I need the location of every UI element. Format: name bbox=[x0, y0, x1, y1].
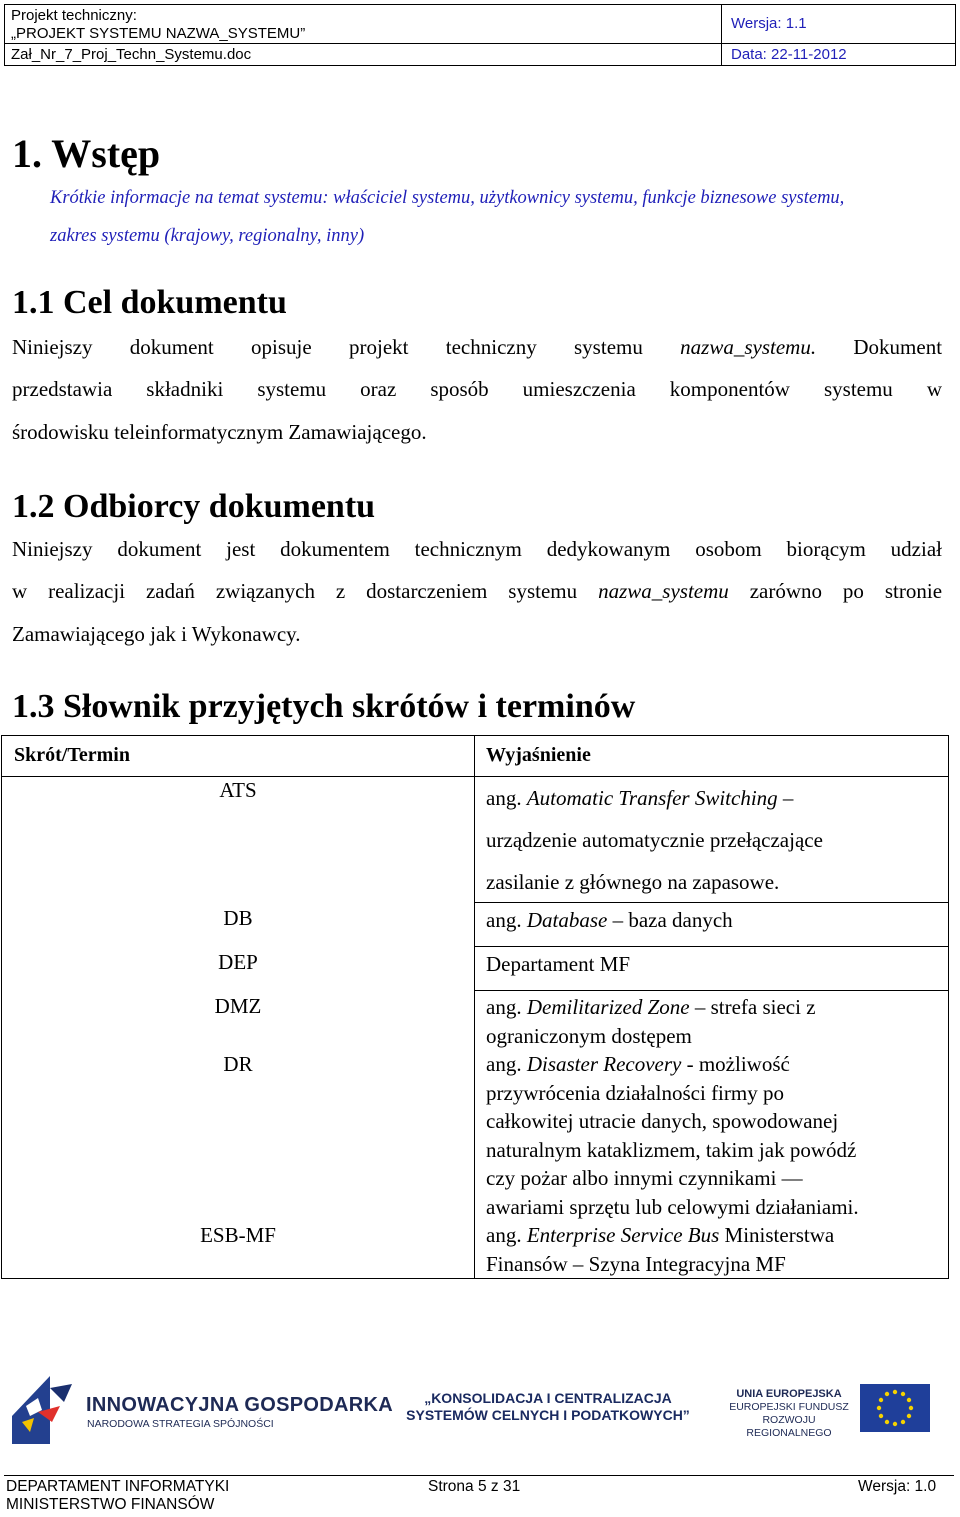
section-1-2-line-2 bbox=[12, 579, 942, 604]
section-1-hint-line-1: Krótkie informacje na temat systemu: właściciel systemu, użytkownicy systemu, funkcje biznesowe systemu, bbox=[50, 188, 845, 208]
term-dmz: DMZ bbox=[214, 994, 262, 1018]
col-header-term: Skrót/Termin bbox=[14, 744, 130, 766]
definition-dep: Departament MF bbox=[486, 952, 631, 976]
english-term: Enterprise Service Bus bbox=[526, 1223, 720, 1247]
definition-ats bbox=[486, 777, 823, 903]
section-1-1-line-3: środowisku teleinformatycznym Zamawiającego. bbox=[12, 420, 427, 444]
eu-line-3: ROZWOJU REGIONALNEGO bbox=[746, 1414, 832, 1439]
ig-subtitle: NARODOWA STRATEGIA SPÓJNOŚCI bbox=[87, 1418, 274, 1430]
text: naturalnym kataklizmem, takim jak powódź bbox=[486, 1137, 857, 1162]
section-1-2-line-1: Niniejszy dokument jest dokumentem technicznym dedykowanym osobom biorącym udział bbox=[12, 537, 942, 561]
banner-line-2: SYSTEMÓW CELNYCH I PODATKOWYCH” bbox=[406, 1407, 690, 1423]
row-divider bbox=[474, 946, 948, 947]
section-1-1-line-1 bbox=[12, 335, 942, 360]
text: ang. bbox=[486, 908, 522, 932]
footer-divider bbox=[4, 1475, 954, 1476]
row-divider bbox=[474, 990, 948, 991]
text: ang. bbox=[486, 1223, 522, 1247]
banner-line-1: „KONSOLIDACJA I CENTRALIZACJA bbox=[424, 1390, 672, 1406]
text: zasilanie z głównego na zapasowe. bbox=[486, 870, 780, 894]
logo-strip bbox=[0, 1370, 960, 1450]
text: całkowitej utracie danych, spowodowanej bbox=[486, 1109, 839, 1133]
eu-line-2: EUROPEJSKI FUNDUSZ bbox=[729, 1401, 849, 1413]
project-banner bbox=[398, 1390, 698, 1424]
header-row-divider bbox=[5, 43, 955, 44]
project-label: Projekt techniczny: bbox=[11, 7, 137, 24]
eu-flag-icon bbox=[860, 1384, 930, 1432]
text: – bbox=[782, 786, 794, 810]
document-header bbox=[4, 4, 956, 66]
definition-esb-mf bbox=[486, 1221, 834, 1278]
header-date: Data: 22-11-2012 bbox=[731, 46, 847, 63]
col-header-definition: Wyjaśnienie bbox=[486, 744, 591, 766]
english-term: Disaster Recovery bbox=[526, 1052, 682, 1076]
text: czy pożar albo innymi czynnikami — bbox=[486, 1166, 803, 1190]
definition-dr bbox=[486, 1050, 859, 1221]
term-esb-mf: ESB-MF bbox=[200, 1223, 276, 1247]
section-1-hint-line-2: zakres systemu (krajowy, regionalny, inny) bbox=[50, 226, 365, 246]
section-1-heading: 1. Wstęp bbox=[12, 131, 161, 176]
term-db: DB bbox=[223, 906, 253, 930]
footer-department: DEPARTAMENT INFORMATYKI bbox=[6, 1478, 230, 1495]
innowacyjna-gospodarka-logo-icon bbox=[12, 1376, 74, 1444]
header-version: Wersja: 1.1 bbox=[731, 15, 807, 32]
definition-db bbox=[486, 906, 733, 935]
section-1-3-heading: 1.3 Słownik przyjętych skrótów i terminów bbox=[12, 688, 636, 725]
english-term: Demilitarized Zone bbox=[526, 995, 690, 1019]
text: w realizacji zadań związanych z dostarczeniem systemu bbox=[12, 579, 578, 603]
system-name: nazwa_systemu. bbox=[680, 335, 817, 359]
footer-version: Wersja: 1.0 bbox=[858, 1478, 937, 1495]
eu-line-1: UNIA EUROPEJSKA bbox=[736, 1388, 842, 1400]
text: Finansów – Szyna Integracyjna MF bbox=[486, 1251, 786, 1276]
text: urządzenie automatycznie przełączające bbox=[486, 828, 823, 852]
text: awariami sprzętu lub celowymi działaniami. bbox=[486, 1194, 859, 1219]
text: ang. bbox=[486, 995, 522, 1019]
definition-dmz bbox=[486, 993, 816, 1050]
term-ats: ATS bbox=[219, 778, 257, 802]
text: Niniejszy dokument opisuje projekt techniczny systemu bbox=[12, 335, 643, 359]
term-dep: DEP bbox=[218, 950, 258, 974]
ig-title: INNOWACYJNA GOSPODARKA bbox=[86, 1394, 393, 1416]
footer-ministry: MINISTERSTWO FINANSÓW bbox=[6, 1496, 215, 1513]
term-dr: DR bbox=[223, 1052, 253, 1076]
text: – baza danych bbox=[612, 908, 733, 932]
text: zarówno po stronie bbox=[749, 579, 943, 603]
section-1-1-line-2: przedstawia składniki systemu oraz sposób umieszczenia komponentów systemu w bbox=[12, 377, 942, 401]
project-name: „PROJEKT SYSTEMU NAZWA_SYSTEMU” bbox=[11, 25, 306, 42]
text: Ministerstwa bbox=[724, 1223, 835, 1247]
footer-page-number: Strona 5 z 31 bbox=[428, 1478, 521, 1495]
text: – strefa sieci z bbox=[694, 995, 816, 1019]
text: Dokument bbox=[853, 335, 943, 359]
text: przywrócenia działalności firmy po bbox=[486, 1080, 784, 1105]
english-term: Database bbox=[526, 908, 608, 932]
section-1-2-line-3: Zamawiającego jak i Wykonawcy. bbox=[12, 622, 301, 646]
glossary-table bbox=[1, 735, 949, 1279]
text: - możliwość bbox=[686, 1052, 790, 1076]
english-term: Automatic Transfer Switching bbox=[526, 786, 778, 810]
text: ang. bbox=[486, 786, 522, 810]
text: ang. bbox=[486, 1052, 522, 1076]
eu-fund-label bbox=[724, 1388, 854, 1440]
section-1-2-heading: 1.2 Odbiorcy dokumentu bbox=[12, 488, 376, 525]
file-name: Zał_Nr_7_Proj_Techn_Systemu.doc bbox=[11, 46, 252, 63]
text: ograniczonym dostępem bbox=[486, 1023, 692, 1048]
system-name: nazwa_systemu bbox=[598, 579, 729, 603]
column-divider bbox=[474, 736, 475, 1278]
section-1-1-heading: 1.1 Cel dokumentu bbox=[12, 284, 287, 321]
